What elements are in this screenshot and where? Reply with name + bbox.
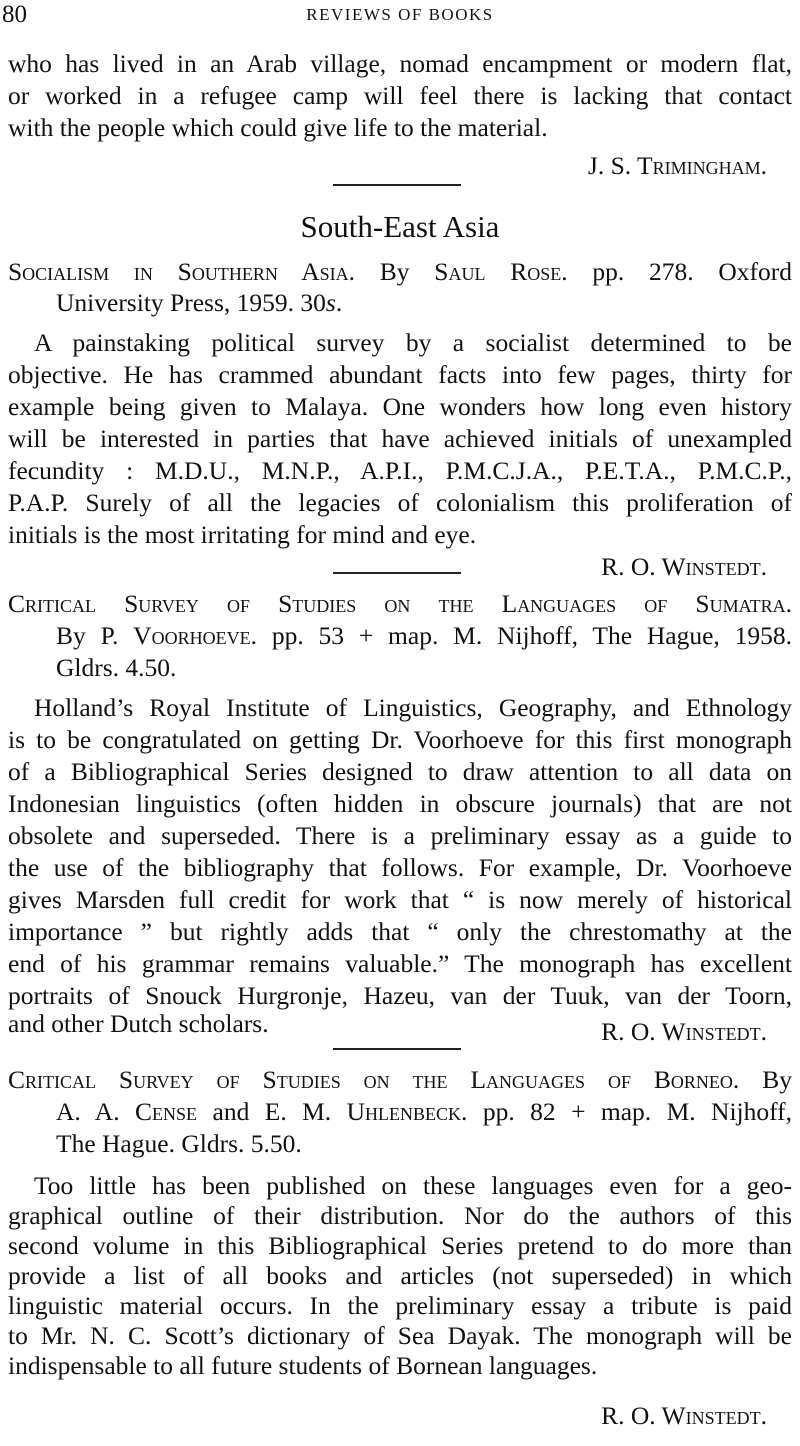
text-line: or worked in a refugee camp will feel there is lacking that contact — [8, 81, 792, 110]
review-text-line: Indonesian linguistics (often hidden in obscure journals) that are not — [8, 789, 792, 818]
review-text-line: and other Dutch scholars. — [8, 1009, 269, 1038]
review-text-line: linguistic material occurs. In the preliminary essay a tribute is paid — [8, 1291, 792, 1320]
reviewer-signature: R. O. Winstedt. — [601, 1017, 767, 1046]
review-text-line: second volume in this Bibliographical Series pretend to do more than — [8, 1231, 792, 1260]
review-text-line: gives Marsden full credit for work that “ is now merely of historical — [8, 885, 792, 914]
citation-line: Critical Survey of Studies on the Languages of Borneo. By — [8, 1065, 792, 1094]
review-text-line: Holland’s Royal Institute of Linguistics, Geography, and Ethnology — [34, 693, 792, 722]
reviewer-signature: R. O. Winstedt. — [601, 552, 767, 581]
citation-line: Gldrs. 4.50. — [56, 653, 177, 682]
review-text-line: initials is the most irritating for mind and eye. — [8, 520, 477, 549]
review-text-line: provide a list of all books and articles (not superseded) in which — [8, 1261, 792, 1290]
book-author: Uhlenbeck. — [346, 1097, 468, 1126]
book-details: pp. 53 + map. M. Nijhoff, The Hague, 1958. — [271, 621, 793, 650]
review-text-line: indispensable to all future students of Bornean languages. — [8, 1351, 598, 1380]
review-text-line: of a Bibliographical Series designed to draw attention to all data on — [8, 757, 792, 786]
book-title: Socialism in Southern Asia. — [8, 257, 355, 286]
section-divider — [333, 1048, 461, 1050]
book-title: Critical Survey of Studies on the Languages of Borneo. — [8, 1065, 740, 1094]
book-details: pp. 82 + map. M. Nijhoff, — [482, 1097, 793, 1126]
running-head: REVIEWS OF BOOKS — [306, 5, 494, 24]
review-text-line: portraits of Snouck Hurgronje, Hazeu, van der Tuuk, van der Toorn, — [8, 981, 792, 1010]
review-text-line: will be interested in parties that have achieved initials of unexampled — [8, 424, 792, 453]
citation-line: The Hague. Gldrs. 5.50. — [56, 1129, 302, 1158]
review-text-line: objective. He has crammed abundant facts into few pages, thirty for — [8, 360, 792, 389]
review-text-line: obsolete and superseded. There is a preliminary essay as a guide to — [8, 821, 792, 850]
text-line: with the people which could give life to the material. — [8, 113, 548, 142]
review-text-line: is to be congratulated on getting Dr. Voorhoeve for this first monograph — [8, 725, 792, 754]
citation-line: Critical Survey of Studies on the Languages of Sumatra. — [8, 589, 792, 618]
section-divider — [333, 184, 461, 186]
review-text-line: to Mr. N. C. Scott’s dictionary of Sea Dayak. The monograph will be — [8, 1321, 792, 1350]
page-number: 80 — [2, 1, 27, 28]
citation-line: A. A. Cense and E. M. Uhlenbeck. pp. 82 + map. M. Nijhoff, — [56, 1097, 793, 1126]
review-text-line: P.A.P. Surely of all the legacies of colonialism this proliferation of — [8, 488, 792, 517]
review-text-line: graphical outline of their distribution. Nor do the authors of this — [8, 1201, 792, 1230]
citation-line: University Press, 1959. 30s. — [56, 288, 343, 317]
book-author: Saul Rose. — [434, 257, 568, 286]
book-author: Voorhoeve. — [133, 621, 257, 650]
review-text-line: end of his grammar remains valuable.” The monograph has excellent — [8, 949, 792, 978]
review-text-line: Too little has been published on these languages even for a geo- — [34, 1171, 792, 1200]
citation-line: By P. Voorhoeve. pp. 53 + map. M. Nijhoff, The Hague, 1958. — [56, 621, 793, 650]
review-text-line: fecundity : M.D.U., M.N.P., A.P.I., P.M.C.J.A., P.E.T.A., P.M.C.P., — [8, 456, 792, 485]
reviewer-signature: R. O. Winstedt. — [601, 1401, 767, 1430]
book-author: Cense — [135, 1097, 198, 1126]
section-divider — [333, 572, 461, 574]
text-line: who has lived in an Arab village, nomad encampment or modern flat, — [8, 49, 792, 78]
review-text-line: the use of the bibliography that follows. For example, Dr. Voorhoeve — [8, 853, 792, 882]
section-title: South-East Asia — [300, 209, 500, 244]
book-details: pp. 278. Oxford — [592, 257, 792, 286]
review-text-line: A painstaking political survey by a socialist determined to be — [34, 328, 792, 357]
reviewer-signature: J. S. Trimingham. — [587, 151, 767, 180]
review-text-line: example being given to Malaya. One wonders how long even history — [8, 392, 792, 421]
review-text-line: importance ” but rightly adds that “ only the chrestomathy at the — [8, 917, 792, 946]
citation-line: Socialism in Southern Asia. By Saul Rose. pp. 278. Oxford — [8, 257, 792, 286]
